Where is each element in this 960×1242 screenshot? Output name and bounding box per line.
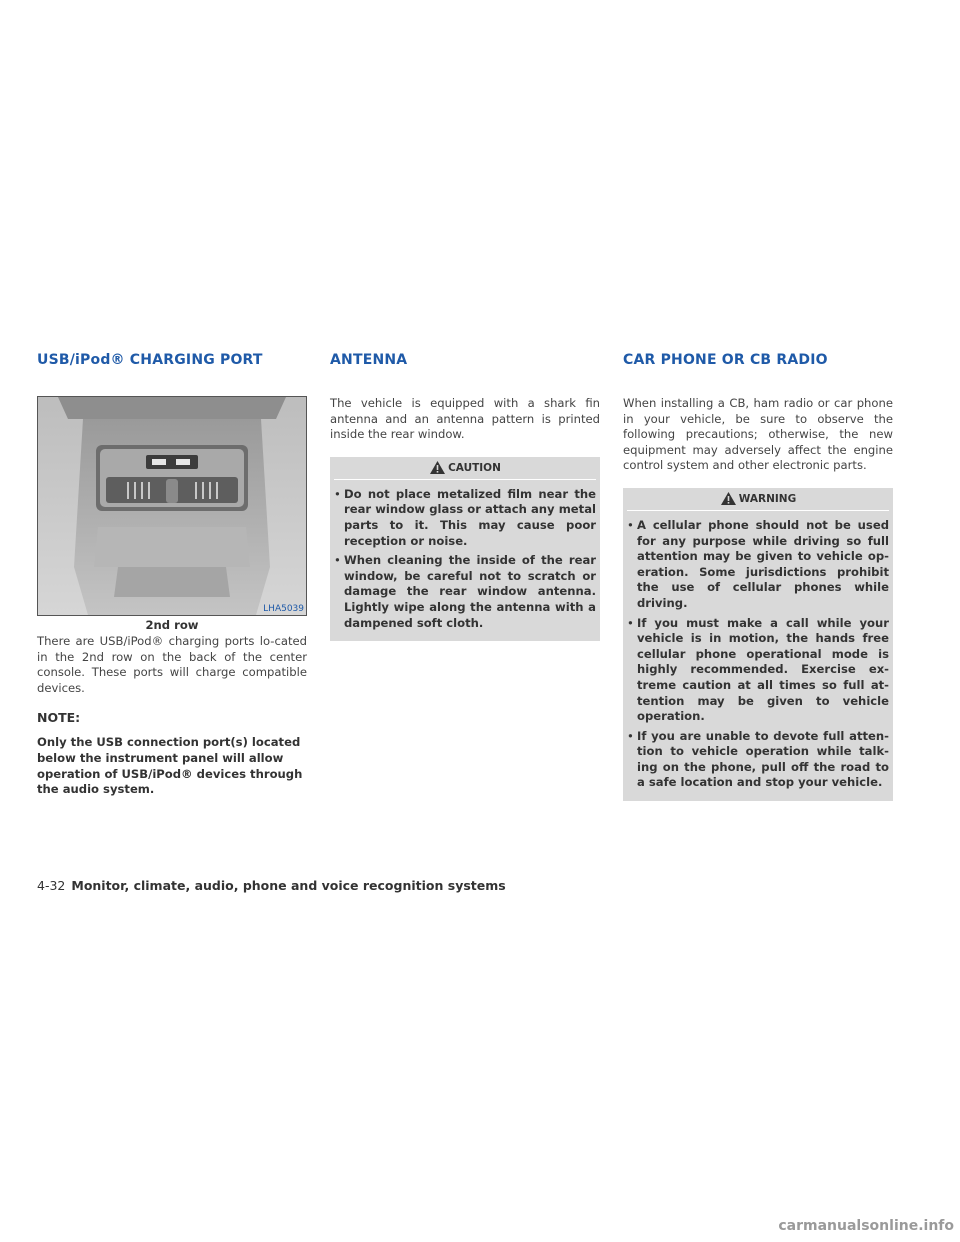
warning-label: WARNING — [738, 492, 797, 505]
watermark: carmanualsonline.info — [778, 1218, 954, 1234]
caution-label: CAUTION — [448, 461, 501, 474]
usb-section-title: USB/iPod® CHARGING PORT — [37, 352, 263, 368]
warning-box — [623, 488, 893, 801]
console-drawing — [38, 397, 306, 615]
antenna-section-title: ANTENNA — [330, 352, 408, 368]
figure-code: LHA5039 — [263, 604, 304, 614]
usb-body-text: There are USB/iPod® charging ports lo-cated in the 2nd row on the back of the center console. These ports will charge compatible devices. — [37, 634, 307, 695]
note-heading: NOTE: — [37, 710, 81, 726]
antenna-body-text: The vehicle is equipped with a shark fin antenna and an antenna pattern is printed inside the rear window. — [330, 396, 600, 442]
car-phone-section — [623, 352, 893, 801]
caution-item: • Do not place metalized film near the rear window glass or attach any metal parts to it. This may cause poor reception or noise. — [334, 487, 596, 549]
caution-list — [334, 487, 596, 631]
warning-triangle-icon — [720, 491, 737, 506]
warning-item: • A cellular phone should not be used for any purpose while driving so full attention may be given to vehicle op-eration. Some jurisdictions prohibit the use of cellular phones while driving. — [627, 518, 889, 612]
figure-caption: 2nd row — [145, 618, 199, 632]
caution-header — [334, 457, 596, 480]
car-phone-section-title: CAR PHONE OR CB RADIO — [623, 352, 828, 368]
warning-header — [627, 488, 889, 511]
antenna-section — [330, 352, 600, 641]
car-phone-body-text: When installing a CB, ham radio or car phone in your vehicle, be sure to observe the following precautions; otherwise, the new equipment may adversely affect the engine control system and other electronic parts. — [623, 396, 893, 473]
chapter-title: Monitor, climate, audio, phone and voice recognition systems — [71, 878, 506, 893]
warning-item: • If you are unable to devote full atten-tion to vehicle operation while talk-ing on the phone, pull off the road to a safe location and stop your vehicle. — [627, 729, 889, 791]
warning-item: • If you must make a call while your vehicle is in motion, the hands free cellular phone operational mode is highly recommended. Exercise ex-treme caution at all times so full at-tention may be given to vehicle operation. — [627, 616, 889, 725]
note-text: Only the USB connection port(s) located below the instrument panel will allow operation of USB/iPod® devices through the audio system. — [37, 735, 303, 797]
page-number: 4-32 — [37, 878, 66, 893]
caution-box — [330, 457, 600, 641]
caution-item: • When cleaning the inside of the rear window, be careful not to scratch or damage the rear window antenna. Lightly wipe along the antenna with a dampened soft cloth. — [334, 553, 596, 631]
rear-console-usb-illustration — [37, 396, 307, 616]
page-footer — [37, 878, 506, 893]
warning-triangle-icon — [429, 460, 446, 475]
warning-list — [627, 518, 889, 791]
usb-section — [37, 352, 307, 798]
